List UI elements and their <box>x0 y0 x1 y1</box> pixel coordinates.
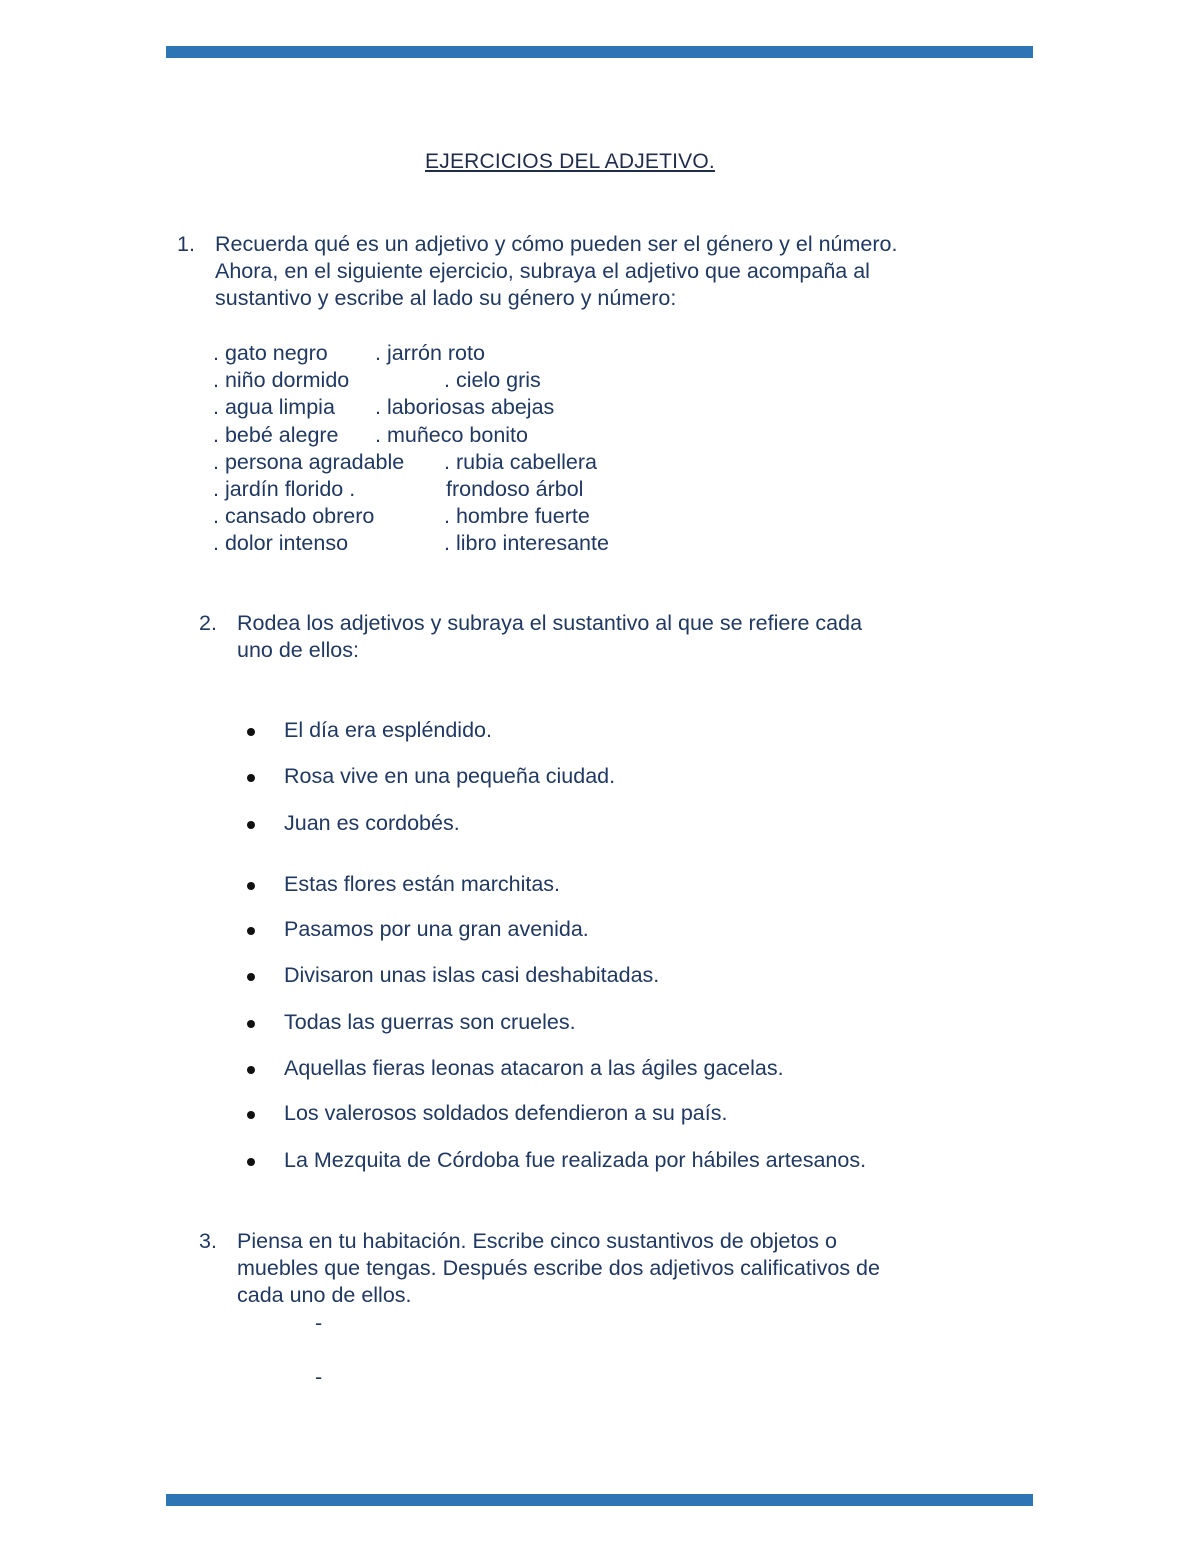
exercise-1-line-1: Recuerda qué es un adjetivo y cómo pueden ser el género y el número. <box>215 232 898 256</box>
bullet-icon <box>247 1158 255 1166</box>
sentence-item: Pasamos por una gran avenida. <box>284 917 589 941</box>
word-pair-right: . hombre fuerte <box>444 504 590 529</box>
exercise-2-line-2: uno de ellos: <box>237 638 359 662</box>
sentence-item: Todas las guerras son crueles. <box>284 1010 576 1034</box>
word-pair-right: . muñeco bonito <box>375 422 528 447</box>
exercise-1-line-2: Ahora, en el siguiente ejercicio, subraya el adjetivo que acompaña al <box>215 259 870 283</box>
word-pair-left: . jardín florido . <box>213 477 356 501</box>
bullet-icon <box>247 728 255 736</box>
sentence-item: El día era espléndido. <box>284 718 492 742</box>
exercise-3-line-1: Piensa en tu habitación. Escribe cinco sustantivos de objetos o <box>237 1229 837 1253</box>
sentence-item: Rosa vive en una pequeña ciudad. <box>284 764 616 788</box>
exercise-3-line-3: cada uno de ellos. <box>237 1283 412 1307</box>
word-pair-right: . laboriosas abejas <box>375 395 555 420</box>
word-pair-right: . rubia cabellera <box>444 449 597 474</box>
word-pair-right: frondoso árbol <box>446 477 584 501</box>
bullet-icon <box>247 1111 255 1119</box>
word-pair-left: . persona agradable <box>213 449 405 474</box>
sentence-item: Los valerosos soldados defendieron a su país. <box>284 1101 728 1125</box>
exercise-3-dash-1: - <box>315 1311 323 1335</box>
bullet-icon <box>247 774 255 782</box>
bullet-icon <box>247 1066 255 1074</box>
footer-rule <box>166 1494 1033 1506</box>
header-rule <box>166 46 1033 58</box>
sentence-item: Juan es cordobés. <box>284 811 460 835</box>
page-title: EJERCICIOS DEL ADJETIVO. <box>425 150 715 173</box>
exercise-3-dash-2: - <box>315 1365 323 1389</box>
sentence-item: La Mezquita de Córdoba fue realizada por hábiles artesanos. <box>284 1148 867 1172</box>
bullet-icon <box>247 927 255 935</box>
word-pair-right: . cielo gris <box>444 368 541 393</box>
word-pair-left: . bebé alegre <box>213 422 339 447</box>
sentence-item: Aquellas fieras leonas atacaron a las ágiles gacelas. <box>284 1056 784 1080</box>
word-pair-left: . gato negro <box>213 341 328 365</box>
word-pair-right: . jarrón roto <box>375 341 485 365</box>
exercise-3-line-2: muebles que tengas. Después escribe dos adjetivos calificativos de <box>237 1256 880 1280</box>
bullet-icon <box>247 1020 255 1028</box>
bullet-icon <box>247 821 255 829</box>
exercise-3-number: 3. <box>199 1229 217 1253</box>
word-pair-left: . cansado obrero <box>213 504 375 529</box>
exercise-2-number: 2. <box>199 611 217 635</box>
bullet-icon <box>247 973 255 981</box>
word-pair-right: . libro interesante <box>444 531 609 556</box>
exercise-2-line-1: Rodea los adjetivos y subraya el sustantivo al que se refiere cada <box>237 611 863 635</box>
word-pair-left: . niño dormido <box>213 368 350 393</box>
exercise-1-number: 1. <box>177 232 195 256</box>
sentence-item: Divisaron unas islas casi deshabitadas. <box>284 963 660 987</box>
sentence-item: Estas flores están marchitas. <box>284 872 561 896</box>
word-pair-left: . agua limpia <box>213 395 335 420</box>
word-pair-left: . dolor intenso <box>213 531 349 556</box>
bullet-icon <box>247 882 255 890</box>
exercise-1-line-3: sustantivo y escribe al lado su género y número: <box>215 286 677 310</box>
